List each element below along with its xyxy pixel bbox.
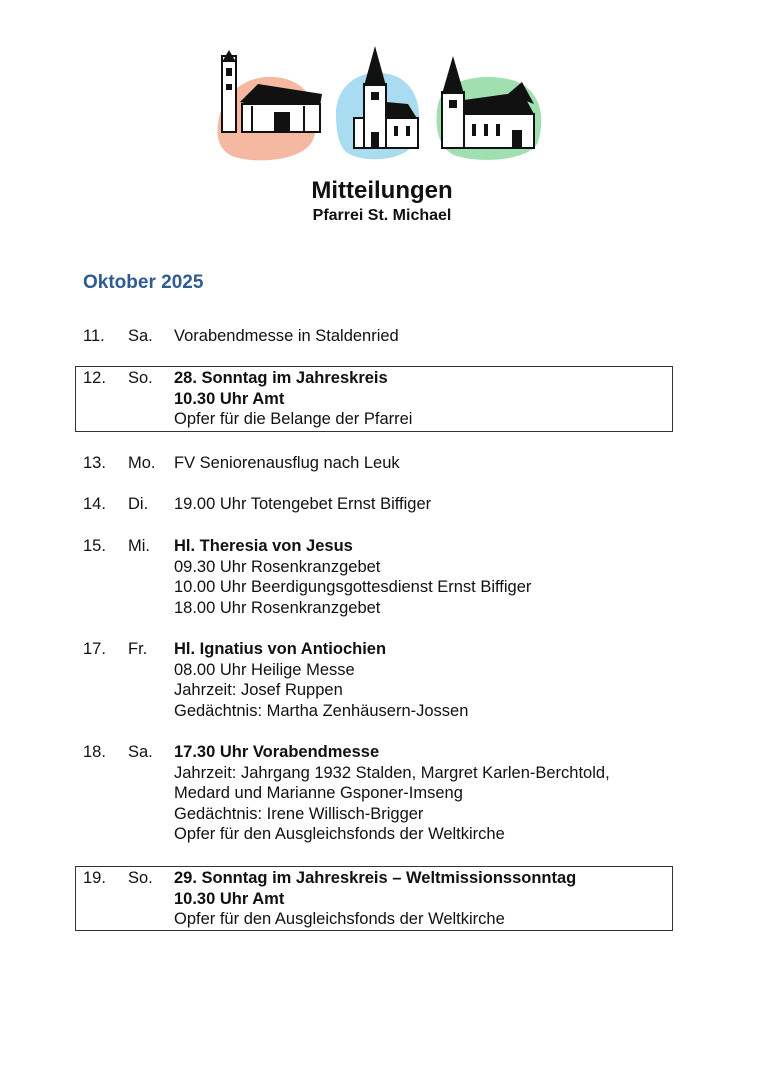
- entry-weekday: Sa.: [128, 743, 153, 761]
- month-heading: Oktober 2025: [83, 272, 204, 293]
- calendar-entry: [76, 536, 673, 619]
- entry-day: 15.: [83, 537, 106, 555]
- entry-line: 17.30 Uhr Vorabendmesse: [174, 743, 380, 761]
- entry-line: Hl. Theresia von Jesus: [174, 537, 353, 555]
- entry-line: Opfer für die Belange der Pfarrei: [174, 410, 413, 429]
- entry-line: 08.00 Uhr Heilige Messe: [174, 660, 355, 679]
- calendar-entry: [76, 742, 673, 846]
- entry-day: 12.: [83, 369, 106, 387]
- entry-line: Opfer für den Ausgleichsfonds der Weltkirche: [174, 910, 505, 929]
- page-title: Mitteilungen: [311, 177, 453, 204]
- entry-line: FV Seniorenausflug nach Leuk: [174, 454, 400, 472]
- entry-line: Jahrzeit: Josef Ruppen: [174, 681, 343, 700]
- entry-day: 19.: [83, 869, 106, 887]
- entry-weekday: Fr.: [128, 640, 148, 658]
- entry-line: 29. Sonntag im Jahreskreis – Weltmissionssonntag: [174, 869, 577, 887]
- calendar-entry: [76, 453, 673, 474]
- entry-line: 10.00 Uhr Beerdigungsgottesdienst Ernst Biffiger: [174, 578, 532, 597]
- page-subtitle: Pfarrei St. Michael: [312, 207, 452, 224]
- church-left-icon: [218, 50, 322, 160]
- entry-line: Gedächtnis: Irene Willisch-Brigger: [174, 804, 424, 823]
- church-right-icon: [437, 56, 542, 160]
- entry-line: Gedächtnis: Martha Zenhäusern-Jossen: [174, 701, 469, 720]
- entry-line: 10.30 Uhr Amt: [174, 889, 285, 908]
- entry-line: Opfer für den Ausgleichsfonds der Weltkirche: [174, 825, 505, 844]
- entry-line: Medard und Marianne Gsponer-Imseng: [174, 784, 463, 803]
- entry-line: Jahrzeit: Jahrgang 1932 Stalden, Margret Karlen-Berchtold,: [174, 763, 610, 782]
- entry-weekday: So.: [128, 869, 153, 887]
- parish-logo: [212, 44, 548, 164]
- entry-weekday: Sa.: [128, 327, 153, 345]
- entry-line: Hl. Ignatius von Antiochien: [174, 640, 387, 658]
- entry-line: 28. Sonntag im Jahreskreis: [174, 369, 388, 387]
- entry-line: 19.00 Uhr Totengebet Ernst Biffiger: [174, 495, 432, 513]
- entry-weekday: Mo.: [128, 454, 156, 472]
- entry-line: 18.00 Uhr Rosenkranzgebet: [174, 598, 381, 617]
- entry-line: 09.30 Uhr Rosenkranzgebet: [174, 557, 381, 576]
- entry-day: 14.: [83, 495, 106, 513]
- church-middle-icon: [336, 46, 419, 159]
- entry-weekday: Di.: [128, 495, 149, 513]
- entry-day: 11.: [83, 327, 105, 345]
- entry-line: 10.30 Uhr Amt: [174, 389, 285, 408]
- calendar-entry: [76, 326, 673, 347]
- entry-day: 18.: [83, 743, 106, 761]
- entry-line: Vorabendmesse in Staldenried: [174, 327, 399, 345]
- calendar-entry-highlighted: [75, 866, 673, 931]
- calendar-entry: [76, 639, 673, 722]
- calendar-entry-highlighted: [75, 366, 673, 432]
- calendar-entry: [76, 494, 673, 515]
- entry-day: 17.: [83, 640, 106, 658]
- entry-weekday: Mi.: [128, 537, 150, 555]
- entry-day: 13.: [83, 454, 106, 472]
- entry-weekday: So.: [128, 369, 153, 387]
